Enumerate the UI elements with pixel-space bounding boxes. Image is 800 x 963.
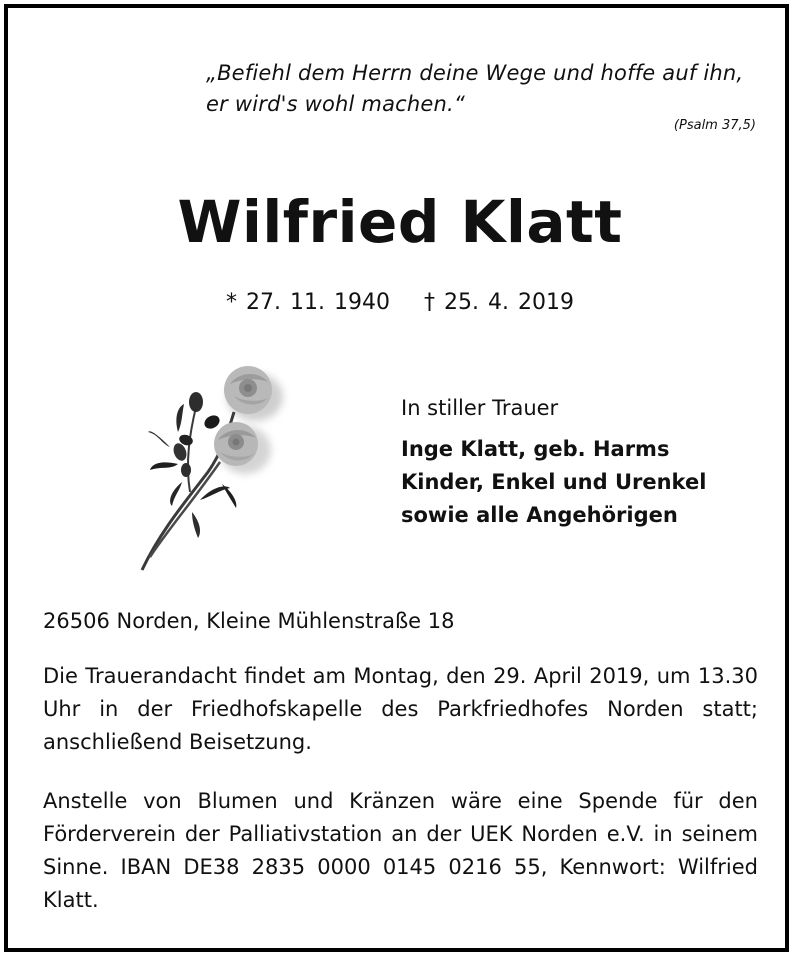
mourner-name: sowie alle Angehörigen [401,503,678,527]
quote-line-1: „Befiehl dem Herrn deine Wege und hoffe auf ihn, [206,61,744,85]
roses-icon [130,352,290,577]
deceased-name: Wilfried Klatt [177,188,623,256]
quote-line-2: er wird's wohl machen.“ [206,92,465,116]
mourner-name: Kinder, Enkel und Urenkel [401,470,707,494]
life-dates [0,290,800,315]
mourner-name: Inge Klatt, geb. Harms [401,437,670,461]
bible-quote [206,58,743,120]
death-date: † 25. 4. 2019 [424,290,574,315]
family-address: 26506 Norden, Kleine Mühlenstraße 18 [43,609,455,633]
service-info: Die Trauerandacht findet am Montag, den 29. April 2019, um 13.30 Uhr in der Friedhofskapelle des Parkfriedhofes Norden statt; anschließend Beisetzung. [43,664,758,754]
mourning-intro: In stiller Trauer [401,396,559,420]
birth-date: * 27. 11. 1940 [226,290,390,315]
donation-info: Anstelle von Blumen und Kränzen wäre eine Spende für den Förderverein der Palliativstation an der UEK Norden e.V. in seinem Sinne. IBAN DE38 2835 0000 0145 0216 55, Kennwort: Wilfried Klatt. [43,789,758,912]
quote-source: (Psalm 37,5) [673,118,756,133]
mourners-block [401,392,706,532]
